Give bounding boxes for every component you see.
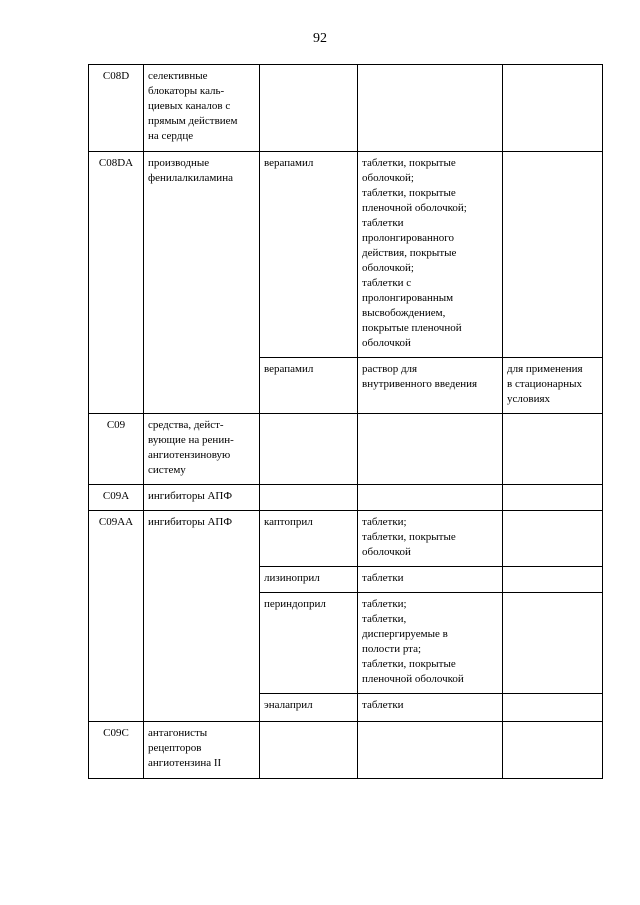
dosage-form-line: таблетки bbox=[362, 699, 404, 711]
group-name-line: средства, дейст- bbox=[148, 419, 224, 431]
atc-code-cell: C08D bbox=[89, 65, 144, 152]
table-row bbox=[89, 485, 603, 511]
dosage-form-line: пленочной оболочкой bbox=[362, 673, 464, 685]
group-name-line: блокаторы каль- bbox=[148, 85, 225, 97]
drug-name-cell: периндоприл bbox=[260, 593, 358, 694]
drug-name-cell: верапамил bbox=[260, 152, 358, 358]
dosage-form-cell bbox=[358, 358, 503, 414]
note-cell bbox=[503, 694, 603, 722]
group-name-line: ангиотензина II bbox=[148, 757, 222, 769]
dosage-form-line: таблетки bbox=[362, 217, 404, 229]
dosage-form-line: раствор для bbox=[362, 363, 418, 375]
atc-group-cell bbox=[144, 414, 260, 485]
drug-name-cell bbox=[260, 485, 358, 511]
atc-group-cell bbox=[144, 152, 260, 414]
atc-code-cell: C08DA bbox=[89, 152, 144, 414]
note-line: в стационарных bbox=[507, 378, 582, 390]
group-name-line: прямым действием bbox=[148, 115, 238, 127]
note-line: условиях bbox=[507, 393, 551, 405]
note-cell bbox=[503, 414, 603, 485]
dosage-form-cell bbox=[358, 152, 503, 358]
table-row bbox=[89, 152, 603, 358]
dosage-form-cell bbox=[358, 722, 503, 779]
dosage-form-cell bbox=[358, 65, 503, 152]
drug-name-cell: эналаприл bbox=[260, 694, 358, 722]
group-name-line: ингибиторы АПФ bbox=[148, 516, 233, 528]
group-name-line: ингибиторы АПФ bbox=[148, 490, 233, 502]
table-row bbox=[89, 414, 603, 485]
dosage-form-line: таблетки; bbox=[362, 516, 407, 528]
dosage-form-line: оболочкой; bbox=[362, 172, 414, 184]
note-cell bbox=[503, 593, 603, 694]
atc-group-cell bbox=[144, 485, 260, 511]
dosage-form-line: таблетки, покрытые bbox=[362, 658, 456, 670]
dosage-form-cell bbox=[358, 567, 503, 593]
group-name-line: фенилалкиламина bbox=[148, 172, 233, 184]
page-number: 92 bbox=[313, 31, 327, 46]
dosage-form-cell bbox=[358, 485, 503, 511]
dosage-form-cell bbox=[358, 593, 503, 694]
note-cell bbox=[503, 722, 603, 779]
atc-code-cell: C09 bbox=[89, 414, 144, 485]
dosage-form-line: оболочкой; bbox=[362, 262, 414, 274]
group-name-line: антагонисты bbox=[148, 727, 208, 739]
dosage-form-line: оболочкой bbox=[362, 546, 411, 558]
group-name-line: рецепторов bbox=[148, 742, 202, 754]
drug-name-cell bbox=[260, 722, 358, 779]
note-cell bbox=[503, 65, 603, 152]
note-cell bbox=[503, 567, 603, 593]
group-name-line: производные bbox=[148, 157, 210, 169]
dosage-form-line: таблетки, bbox=[362, 613, 407, 625]
dosage-form-line: пролонгированного bbox=[362, 232, 454, 244]
dosage-form-line: таблетки с bbox=[362, 277, 412, 289]
dosage-form-line: внутривенного введения bbox=[362, 378, 478, 390]
dosage-form-line: таблетки bbox=[362, 572, 404, 584]
table-row bbox=[89, 65, 603, 152]
group-name-line: циевых каналов с bbox=[148, 100, 231, 112]
group-name-line: селективные bbox=[148, 70, 208, 82]
dosage-form-line: пролонгированным bbox=[362, 292, 454, 304]
group-name-line: на сердце bbox=[148, 130, 194, 142]
drug-name-cell bbox=[260, 65, 358, 152]
table-row bbox=[89, 722, 603, 779]
dosage-form-line: таблетки; bbox=[362, 598, 407, 610]
atc-code-cell: C09A bbox=[89, 485, 144, 511]
dosage-form-line: оболочкой bbox=[362, 337, 411, 349]
note-line: для применения bbox=[507, 363, 583, 375]
drug-name-cell: каптоприл bbox=[260, 511, 358, 567]
dosage-form-cell bbox=[358, 414, 503, 485]
dosage-form-line: таблетки, покрытые bbox=[362, 187, 456, 199]
dosage-form-line: пленочной оболочкой; bbox=[362, 202, 467, 214]
drug-table bbox=[88, 64, 603, 779]
dosage-form-cell bbox=[358, 511, 503, 567]
dosage-form-cell bbox=[358, 694, 503, 722]
table-row bbox=[89, 511, 603, 567]
note-cell bbox=[503, 511, 603, 567]
note-cell bbox=[503, 358, 603, 414]
atc-code-cell: C09C bbox=[89, 722, 144, 779]
group-name-line: ангиотензиновую bbox=[148, 449, 231, 461]
note-cell bbox=[503, 485, 603, 511]
group-name-line: вующие на ренин- bbox=[148, 434, 234, 446]
atc-code-cell: C09AA bbox=[89, 511, 144, 722]
dosage-form-line: таблетки, покрытые bbox=[362, 531, 456, 543]
dosage-form-line: действия, покрытые bbox=[362, 247, 457, 259]
dosage-form-line: диспергируемые в bbox=[362, 628, 448, 640]
group-name-line: систему bbox=[148, 464, 186, 476]
atc-group-cell bbox=[144, 722, 260, 779]
drug-name-cell: верапамил bbox=[260, 358, 358, 414]
drug-name-cell bbox=[260, 414, 358, 485]
atc-group-cell bbox=[144, 65, 260, 152]
atc-group-cell bbox=[144, 511, 260, 722]
note-cell bbox=[503, 152, 603, 358]
drug-name-cell: лизиноприл bbox=[260, 567, 358, 593]
dosage-form-line: покрытые пленочной bbox=[362, 322, 462, 334]
dosage-form-line: таблетки, покрытые bbox=[362, 157, 456, 169]
dosage-form-line: полости рта; bbox=[362, 643, 422, 655]
dosage-form-line: высвобождением, bbox=[362, 307, 446, 319]
